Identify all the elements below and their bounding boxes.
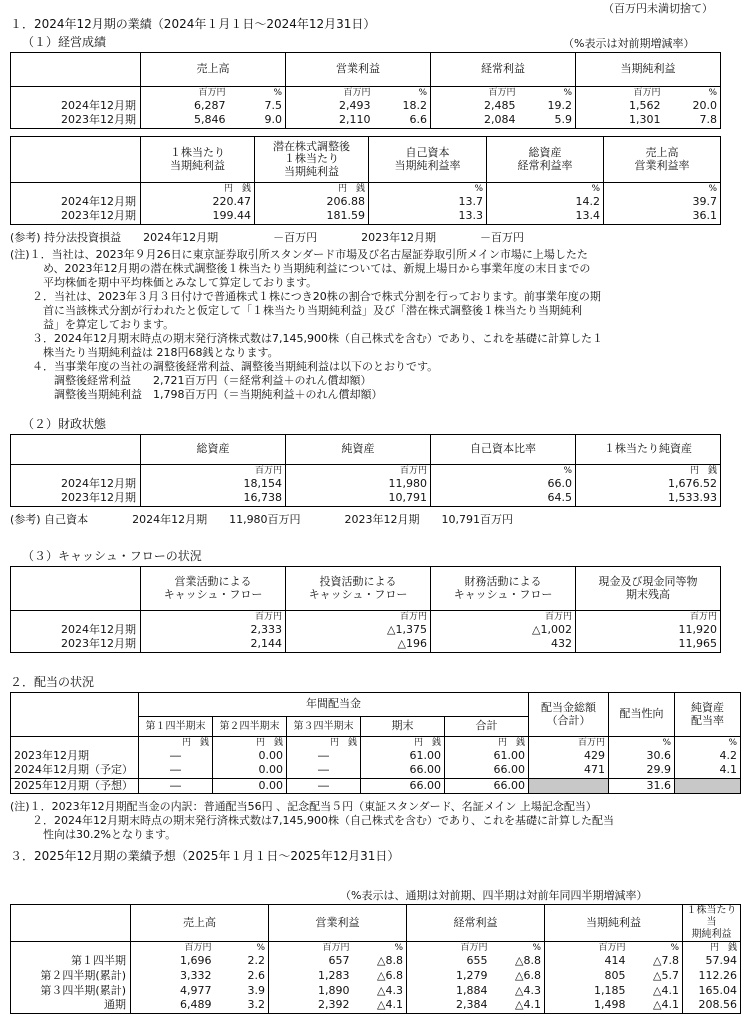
table-row xyxy=(11,779,741,794)
unit-cell: % xyxy=(519,87,576,99)
header-total: 合計 xyxy=(445,717,529,737)
header-diluted-eps: 潜在株式調整後 １株当たり 当期純利益 xyxy=(255,137,369,183)
unit-label-cell xyxy=(11,737,139,749)
cell: △7.8 xyxy=(629,954,683,969)
cell: 432 xyxy=(431,638,576,653)
cell: 29.9 xyxy=(609,764,675,779)
table-row xyxy=(11,638,721,653)
table-row xyxy=(11,210,721,225)
cell: 1,676.52 xyxy=(576,477,721,492)
cell: 3.2 xyxy=(215,999,269,1014)
cell: 13.3 xyxy=(369,210,487,225)
cell: △6.8 xyxy=(491,969,545,984)
cell: △1,002 xyxy=(431,623,576,638)
row-label: 通期 xyxy=(11,999,131,1014)
unit-cell: 百万円 xyxy=(576,87,664,99)
unit-cell: 円 銭 xyxy=(683,942,741,954)
cell: 0.00 xyxy=(213,764,287,779)
unit-cell: 百万円 xyxy=(141,611,286,623)
cell-shaded xyxy=(529,779,609,794)
cell: 57.94 xyxy=(683,954,741,969)
unit-cell: 百万円 xyxy=(131,942,215,954)
header-net-income: 当期純利益 xyxy=(545,905,683,942)
note-line: (注)１．当社は、2023年９月26日に東京証券取引所スタンダード市場及び名古屋証券取引所メイン市場に上場したた xyxy=(10,248,588,261)
cell: 66.00 xyxy=(445,764,529,779)
row-label: 2024年12月期 xyxy=(11,477,141,492)
unit-cell: 百万円 xyxy=(431,611,576,623)
cell: 2,485 xyxy=(431,99,519,114)
table-row xyxy=(11,477,721,492)
cell: 2,144 xyxy=(141,638,286,653)
unit-cell: 百万円 xyxy=(529,737,609,749)
reference-equity: (参考) 自己資本 2024年12月期 11,980百万円 2023年12月期 10,791百万円 xyxy=(10,513,514,526)
section1-3-title: （３）キャッシュ・フローの状況 xyxy=(22,549,202,563)
unit-label-cell xyxy=(11,183,141,195)
row-label: 第３四半期(累計) xyxy=(11,984,131,999)
table-row xyxy=(11,999,741,1014)
unit-cell: % xyxy=(431,465,576,477)
dividend-table xyxy=(10,692,741,794)
corner-cell xyxy=(11,905,131,942)
cell: △4.3 xyxy=(353,984,407,999)
unit-label-cell xyxy=(11,942,131,954)
operating-results-table xyxy=(10,52,721,129)
cell: 1,279 xyxy=(407,969,491,984)
financial-position-table xyxy=(10,434,721,507)
cell: △4.1 xyxy=(491,999,545,1014)
cell: 1,283 xyxy=(269,969,353,984)
cell: 2.2 xyxy=(215,954,269,969)
cell: 4.2 xyxy=(675,749,741,764)
header-net-assets: 純資産 xyxy=(286,435,431,465)
header-year-end: 期末 xyxy=(361,717,445,737)
unit-cell: % xyxy=(353,942,407,954)
cell: △8.8 xyxy=(353,954,407,969)
note-line: ２．当社は、2023年３月３日付けで普通株式１株につき20株の割合で株式分割を行っております。前事業年度の期 xyxy=(10,290,601,303)
cell: 206.88 xyxy=(255,195,369,210)
table-row xyxy=(11,623,721,638)
note-line: 平均株価を期中平均株価とみなして算定しております。 xyxy=(10,276,318,289)
unit-cell: 円 銭 xyxy=(576,465,721,477)
unit-cell: % xyxy=(487,183,604,195)
cell: 4,977 xyxy=(131,984,215,999)
cell: 471 xyxy=(529,764,609,779)
unit-cell: % xyxy=(675,737,741,749)
cell: 39.7 xyxy=(604,195,721,210)
note-line: ４．当事業年度の当社の調整後経常利益、調整後当期純利益は以下のとおりです。 xyxy=(10,360,439,373)
cell: 7.5 xyxy=(229,99,286,114)
note-line: 首に当該株式分割が行われたと仮定して「１株当たり当期純利益」及び「潜在株式調整後１株当たり当期純利 xyxy=(10,304,582,317)
cell: 13.4 xyxy=(487,210,604,225)
cell: ― xyxy=(139,749,213,764)
header-eps: １株当たり当 期純利益 xyxy=(683,905,741,942)
cell: 0.00 xyxy=(213,749,287,764)
cashflow-table xyxy=(10,566,721,653)
cell: △8.8 xyxy=(491,954,545,969)
cell: 36.1 xyxy=(604,210,721,225)
notes-section2 xyxy=(10,800,614,842)
section1-1-title: （１）経営成績 xyxy=(22,35,107,49)
row-label: 2024年12月期 xyxy=(11,623,141,638)
cell: 61.00 xyxy=(445,749,529,764)
unit-cell: % xyxy=(604,183,721,195)
table-row xyxy=(11,969,741,984)
table-row xyxy=(11,749,741,764)
cell: 220.47 xyxy=(141,195,255,210)
header-operating-income: 営業利益 xyxy=(269,905,407,942)
table-row xyxy=(11,954,741,969)
cell: 16,738 xyxy=(141,492,286,507)
cell: 1,533.93 xyxy=(576,492,721,507)
unit-cell: % xyxy=(609,737,675,749)
row-label: 第２四半期(累計) xyxy=(11,969,131,984)
unit-cell: 円 銭 xyxy=(139,737,213,749)
cell: ― xyxy=(139,779,213,794)
cell: 165.04 xyxy=(683,984,741,999)
header-ordinary-income: 経常利益 xyxy=(431,53,576,87)
cell: 5,846 xyxy=(141,114,229,129)
cell: 1,696 xyxy=(131,954,215,969)
cell: 19.2 xyxy=(519,99,576,114)
header-annual-dividend: 年間配当金 xyxy=(139,693,529,717)
note-line: 性向は30.2%となります。 xyxy=(10,828,177,841)
header-op-margin: 売上高 営業利益率 xyxy=(604,137,721,183)
unit-cell: 円 銭 xyxy=(287,737,361,749)
note-line: 調整後当期純利益 1,798百万円（＝当期純利益＋のれん償却額） xyxy=(10,388,383,401)
header-dividend-on-equity: 純資産 配当率 xyxy=(675,693,741,737)
note-line: 益」を算定しております。 xyxy=(10,318,175,331)
unit-cell: 円 銭 xyxy=(361,737,445,749)
note-line: め、2023年12月期の潜在株式調整後１株当たり当期純利益については、新規上場日から事業年度の末日までの xyxy=(10,262,591,275)
unit-cell: % xyxy=(229,87,286,99)
row-label: 2023年12月期 xyxy=(11,638,141,653)
header-operating-income: 営業利益 xyxy=(286,53,431,87)
pct-note: （%表示は対前期増減率） xyxy=(563,37,695,50)
unit-cell: % xyxy=(374,87,431,99)
cell: 20.0 xyxy=(664,99,721,114)
cell: 2,110 xyxy=(286,114,374,129)
unit-cell: 円 銭 xyxy=(255,183,369,195)
cell: 1,890 xyxy=(269,984,353,999)
corner-cell xyxy=(11,693,139,737)
header-roa: 総資産 経常利益率 xyxy=(487,137,604,183)
cell: 13.7 xyxy=(369,195,487,210)
unit-cell: % xyxy=(215,942,269,954)
header-dividend-total: 配当金総額 （合計） xyxy=(529,693,609,737)
cell: 657 xyxy=(269,954,353,969)
note-line: (注)１．2023年12月期配当金の内訳：普通配当56円 、記念配当５円（東証スタンダード、名証メイン 上場記念配当） xyxy=(10,800,597,813)
section1-2-title: （２）財政状態 xyxy=(22,417,107,431)
unit-cell: 百万円 xyxy=(286,465,431,477)
unit-cell: 百万円 xyxy=(545,942,629,954)
row-label: 2024年12月期 xyxy=(11,99,141,114)
cell: 2,084 xyxy=(431,114,519,129)
table-row xyxy=(11,764,741,779)
cell: 5.9 xyxy=(519,114,576,129)
header-q2: 第２四半期末 xyxy=(213,717,287,737)
cell: 14.2 xyxy=(487,195,604,210)
cell: 805 xyxy=(545,969,629,984)
cell: 30.6 xyxy=(609,749,675,764)
cell: 1,185 xyxy=(545,984,629,999)
header-ordinary-income: 経常利益 xyxy=(407,905,545,942)
section3-title: ３．2025年12月期の業績予想（2025年１月１日～2025年12月31日） xyxy=(10,849,400,863)
header-operating-cf: 営業活動による キャッシュ・フロー xyxy=(141,567,286,611)
cell: ― xyxy=(139,764,213,779)
unit-cell: 百万円 xyxy=(407,942,491,954)
cell: 11,920 xyxy=(576,623,721,638)
forecast-pct-note: （%表示は、通期は対前期、四半期は対前年同四半期増減率） xyxy=(340,889,648,902)
note-line: 株当たり当期純利益は 218円68銭となります。 xyxy=(10,346,279,359)
corner-cell xyxy=(11,137,141,183)
cell: 18,154 xyxy=(141,477,286,492)
unit-cell: 円 銭 xyxy=(213,737,287,749)
cell: 64.5 xyxy=(431,492,576,507)
unit-cell: 百万円 xyxy=(286,611,431,623)
cell: 61.00 xyxy=(361,749,445,764)
unit-label-cell xyxy=(11,87,141,99)
cell: 4.1 xyxy=(675,764,741,779)
cell: △4.1 xyxy=(629,999,683,1014)
row-label: 2023年12月期 xyxy=(11,749,139,764)
cell: 2,493 xyxy=(286,99,374,114)
cell: △4.1 xyxy=(353,999,407,1014)
corner-cell xyxy=(11,435,141,465)
row-label: 2025年12月期（予想） xyxy=(11,779,139,794)
row-label: 2024年12月期 xyxy=(11,195,141,210)
cell: 66.00 xyxy=(361,764,445,779)
cell: △5.7 xyxy=(629,969,683,984)
cell: 18.2 xyxy=(374,99,431,114)
header-payout-ratio: 配当性向 xyxy=(609,693,675,737)
cell: 112.26 xyxy=(683,969,741,984)
row-label: 第１四半期 xyxy=(11,954,131,969)
cell: 1,562 xyxy=(576,99,664,114)
header-eps: １株当たり 当期純利益 xyxy=(141,137,255,183)
cell: 11,965 xyxy=(576,638,721,653)
cell: 1,498 xyxy=(545,999,629,1014)
cell: 66.00 xyxy=(361,779,445,794)
cell: 6.6 xyxy=(374,114,431,129)
note-line: ３．2024年12月期末時点の期末発行済株式数は7,145,900株（自己株式を含む）であり、これを基礎に計算した１ xyxy=(10,332,603,345)
cell: △196 xyxy=(286,638,431,653)
section2-title: ２．配当の状況 xyxy=(10,675,95,689)
header-bps: １株当たり純資産 xyxy=(576,435,721,465)
cell: △4.1 xyxy=(629,984,683,999)
unit-cell: 百万円 xyxy=(286,87,374,99)
cell: 429 xyxy=(529,749,609,764)
cell: △6.8 xyxy=(353,969,407,984)
row-label: 2023年12月期 xyxy=(11,114,141,129)
unit-cell: 百万円 xyxy=(141,87,229,99)
cell: 6,287 xyxy=(141,99,229,114)
header-q1: 第１四半期末 xyxy=(139,717,213,737)
unit-note: （百万円未満切捨て） xyxy=(603,2,713,15)
header-q3: 第３四半期末 xyxy=(287,717,361,737)
cell: 11,980 xyxy=(286,477,431,492)
unit-label-cell xyxy=(11,465,141,477)
cell: 3,332 xyxy=(131,969,215,984)
corner-cell xyxy=(11,53,141,87)
unit-label-cell xyxy=(11,611,141,623)
cell: △4.3 xyxy=(491,984,545,999)
table-row xyxy=(11,99,721,114)
unit-cell: 百万円 xyxy=(269,942,353,954)
cell: 31.6 xyxy=(609,779,675,794)
table-row xyxy=(11,492,721,507)
cell: 2.6 xyxy=(215,969,269,984)
unit-cell: 百万円 xyxy=(431,87,519,99)
unit-cell: 百万円 xyxy=(141,465,286,477)
unit-cell: 百万円 xyxy=(576,611,721,623)
notes-section1 xyxy=(10,248,603,402)
per-share-table xyxy=(10,136,721,225)
cell: 1,884 xyxy=(407,984,491,999)
reference-equity-method: (参考) 持分法投資損益 2024年12月期 －百万円 2023年12月期 －百万円 xyxy=(10,231,525,244)
cell: ― xyxy=(287,749,361,764)
header-roe: 自己資本 当期純利益率 xyxy=(369,137,487,183)
cell: 208.56 xyxy=(683,999,741,1014)
header-equity-ratio: 自己資本比率 xyxy=(431,435,576,465)
unit-cell: % xyxy=(664,87,721,99)
note-line: 調整後経常利益 2,721百万円（＝経常利益＋のれん償却額） xyxy=(10,374,372,387)
unit-cell: 円 銭 xyxy=(445,737,529,749)
table-row xyxy=(11,984,741,999)
corner-cell xyxy=(11,567,141,611)
cell: 0.00 xyxy=(213,779,287,794)
cell: 199.44 xyxy=(141,210,255,225)
header-investing-cf: 投資活動による キャッシュ・フロー xyxy=(286,567,431,611)
header-total-assets: 総資産 xyxy=(141,435,286,465)
cell: 7.8 xyxy=(664,114,721,129)
cell: 1,301 xyxy=(576,114,664,129)
cell: 181.59 xyxy=(255,210,369,225)
cell: △1,375 xyxy=(286,623,431,638)
cell: ― xyxy=(287,764,361,779)
cell: 9.0 xyxy=(229,114,286,129)
unit-cell: % xyxy=(629,942,683,954)
cell: 6,489 xyxy=(131,999,215,1014)
header-sales: 売上高 xyxy=(131,905,269,942)
cell-shaded xyxy=(675,779,741,794)
section1-title: １．2024年12月期の業績（2024年１月１日～2024年12月31日） xyxy=(10,17,376,31)
header-financing-cf: 財務活動による キャッシュ・フロー xyxy=(431,567,576,611)
header-sales: 売上高 xyxy=(141,53,286,87)
header-net-income: 当期純利益 xyxy=(576,53,721,87)
cell: ― xyxy=(287,779,361,794)
cell: 3.9 xyxy=(215,984,269,999)
cell: 655 xyxy=(407,954,491,969)
table-row xyxy=(11,114,721,129)
table-row xyxy=(11,195,721,210)
note-line: ２．2024年12月期末時点の期末発行済株式数は7,145,900株（自己株式を含む）であり、これを基礎に計算した配当 xyxy=(10,814,614,827)
cell: 2,333 xyxy=(141,623,286,638)
cell: 414 xyxy=(545,954,629,969)
row-label: 2023年12月期 xyxy=(11,210,141,225)
forecast-table xyxy=(10,904,741,1014)
cell: 10,791 xyxy=(286,492,431,507)
row-label: 2023年12月期 xyxy=(11,492,141,507)
unit-cell: % xyxy=(491,942,545,954)
cell: 66.00 xyxy=(445,779,529,794)
unit-cell: 円 銭 xyxy=(141,183,255,195)
cell: 2,392 xyxy=(269,999,353,1014)
cell: 2,384 xyxy=(407,999,491,1014)
row-label: 2024年12月期（予定） xyxy=(11,764,139,779)
cell: 66.0 xyxy=(431,477,576,492)
header-cash-balance: 現金及び現金同等物 期末残高 xyxy=(576,567,721,611)
unit-cell: % xyxy=(369,183,487,195)
